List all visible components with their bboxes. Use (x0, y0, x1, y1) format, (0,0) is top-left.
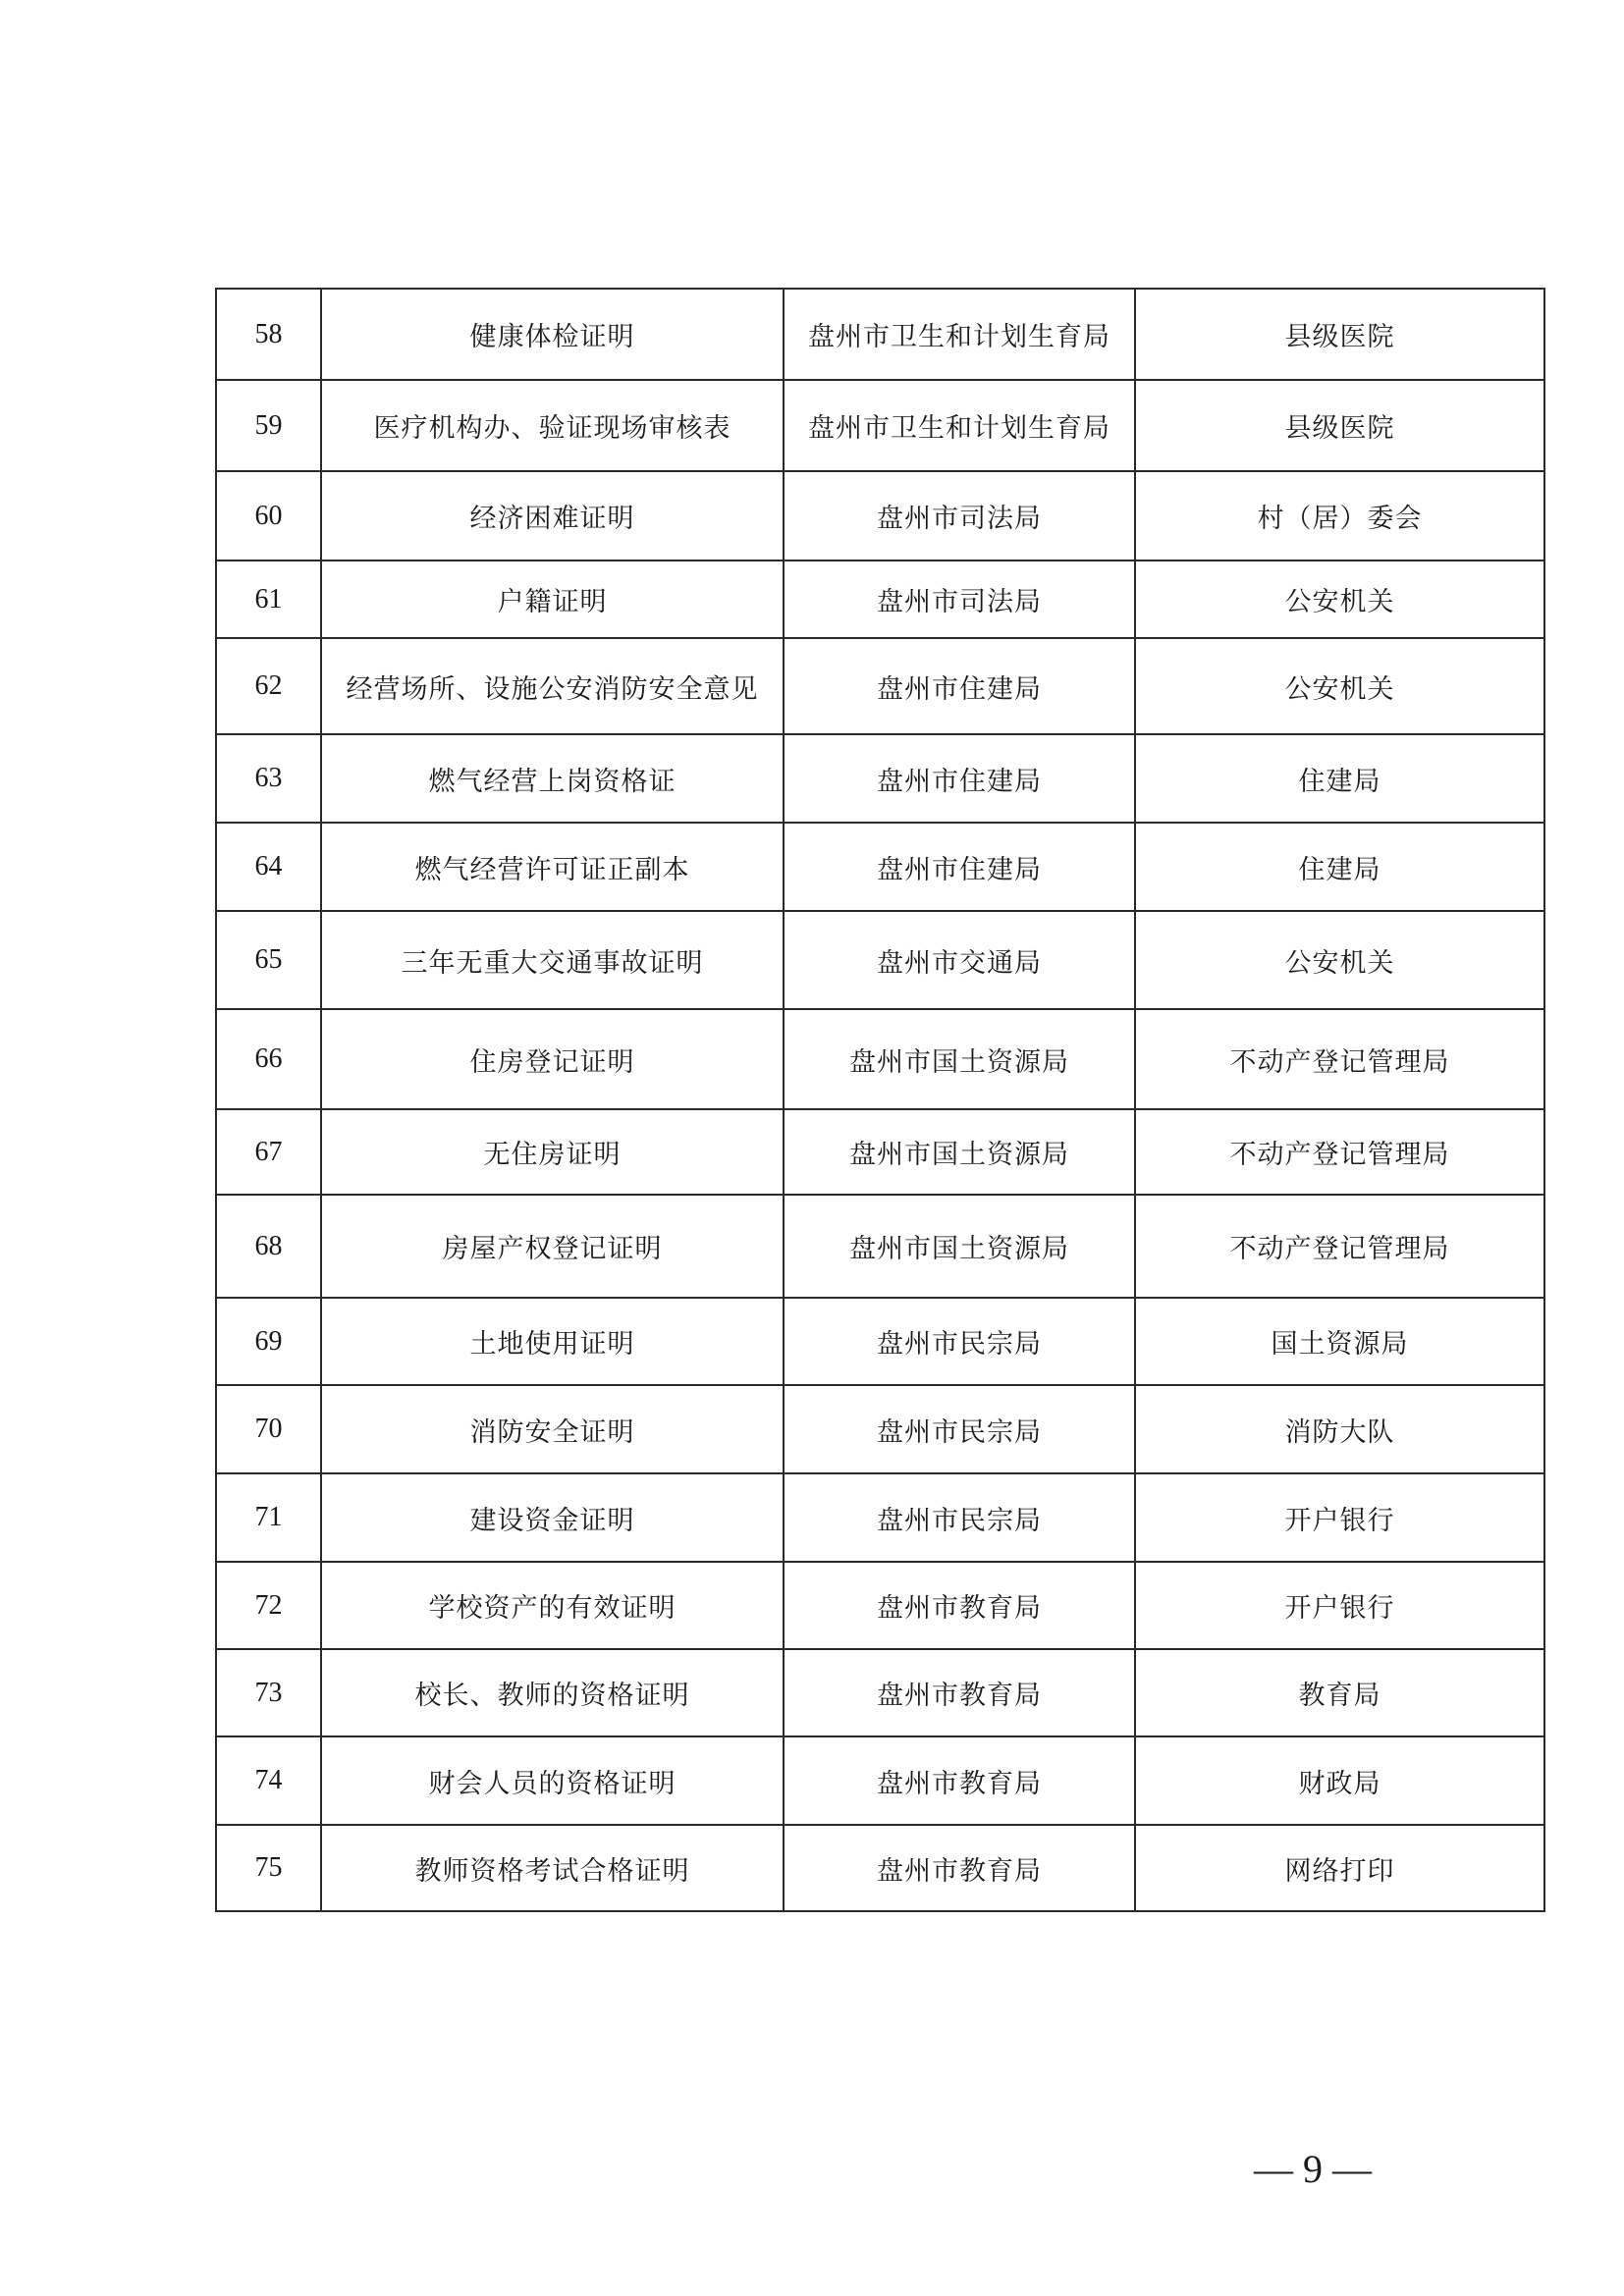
row-number: 67 (216, 1109, 321, 1195)
certificate-name: 燃气经营上岗资格证 (321, 734, 784, 823)
department: 盘州市国土资源局 (784, 1195, 1135, 1298)
certificate-name: 无住房证明 (321, 1109, 784, 1195)
issuing-authority: 县级医院 (1135, 380, 1544, 471)
department: 盘州市卫生和计划生育局 (784, 289, 1135, 380)
row-number: 68 (216, 1195, 321, 1298)
table-row (216, 911, 1544, 1009)
issuing-authority: 村（居）委会 (1135, 471, 1544, 561)
row-number: 61 (216, 561, 321, 638)
department: 盘州市交通局 (784, 911, 1135, 1009)
certificate-name: 学校资产的有效证明 (321, 1562, 784, 1649)
table-body (216, 289, 1544, 1911)
certificate-name: 三年无重大交通事故证明 (321, 911, 784, 1009)
issuing-authority: 不动产登记管理局 (1135, 1109, 1544, 1195)
row-number: 63 (216, 734, 321, 823)
issuing-authority: 住建局 (1135, 734, 1544, 823)
department: 盘州市卫生和计划生育局 (784, 380, 1135, 471)
department: 盘州市住建局 (784, 734, 1135, 823)
table-row (216, 471, 1544, 561)
row-number: 65 (216, 911, 321, 1009)
issuing-authority: 开户银行 (1135, 1562, 1544, 1649)
certificate-name: 校长、教师的资格证明 (321, 1649, 784, 1736)
department: 盘州市民宗局 (784, 1298, 1135, 1385)
certificate-name: 教师资格考试合格证明 (321, 1825, 784, 1911)
row-number: 58 (216, 289, 321, 380)
table-row (216, 1009, 1544, 1109)
department: 盘州市国土资源局 (784, 1009, 1135, 1109)
issuing-authority: 国土资源局 (1135, 1298, 1544, 1385)
issuing-authority: 公安机关 (1135, 911, 1544, 1009)
certificate-name: 经营场所、设施公安消防安全意见 (321, 638, 784, 734)
issuing-authority: 不动产登记管理局 (1135, 1009, 1544, 1109)
issuing-authority: 开户银行 (1135, 1473, 1544, 1562)
department: 盘州市教育局 (784, 1736, 1135, 1825)
certificate-name: 建设资金证明 (321, 1473, 784, 1562)
department: 盘州市住建局 (784, 638, 1135, 734)
certificate-name: 户籍证明 (321, 561, 784, 638)
certificate-name: 经济困难证明 (321, 471, 784, 561)
table-row (216, 1649, 1544, 1736)
certificate-name: 医疗机构办、验证现场审核表 (321, 380, 784, 471)
issuing-authority: 教育局 (1135, 1649, 1544, 1736)
issuing-authority: 公安机关 (1135, 561, 1544, 638)
table-row (216, 734, 1544, 823)
row-number: 72 (216, 1562, 321, 1649)
certificate-name: 住房登记证明 (321, 1009, 784, 1109)
certificate-name: 土地使用证明 (321, 1298, 784, 1385)
row-number: 73 (216, 1649, 321, 1736)
issuing-authority: 住建局 (1135, 823, 1544, 911)
department: 盘州市司法局 (784, 561, 1135, 638)
certificate-name: 健康体检证明 (321, 289, 784, 380)
certificate-name: 燃气经营许可证正副本 (321, 823, 784, 911)
issuing-authority: 网络打印 (1135, 1825, 1544, 1911)
department: 盘州市教育局 (784, 1562, 1135, 1649)
table-row (216, 1298, 1544, 1385)
department: 盘州市民宗局 (784, 1473, 1135, 1562)
department: 盘州市教育局 (784, 1825, 1135, 1911)
department: 盘州市国土资源局 (784, 1109, 1135, 1195)
row-number: 74 (216, 1736, 321, 1825)
certificate-name: 财会人员的资格证明 (321, 1736, 784, 1825)
issuing-authority: 消防大队 (1135, 1385, 1544, 1473)
certificate-name: 房屋产权登记证明 (321, 1195, 784, 1298)
row-number: 69 (216, 1298, 321, 1385)
department: 盘州市民宗局 (784, 1385, 1135, 1473)
issuing-authority: 不动产登记管理局 (1135, 1195, 1544, 1298)
table-row (216, 561, 1544, 638)
department: 盘州市教育局 (784, 1649, 1135, 1736)
row-number: 59 (216, 380, 321, 471)
table-row (216, 1195, 1544, 1298)
table-row (216, 1473, 1544, 1562)
certificate-table (215, 288, 1545, 1912)
table-row (216, 289, 1544, 380)
department: 盘州市司法局 (784, 471, 1135, 561)
table-row (216, 1385, 1544, 1473)
table-row (216, 1109, 1544, 1195)
table-row (216, 1736, 1544, 1825)
row-number: 60 (216, 471, 321, 561)
table-row (216, 1825, 1544, 1911)
page-number: — 9 — (1254, 2147, 1372, 2191)
row-number: 70 (216, 1385, 321, 1473)
table-row (216, 1562, 1544, 1649)
row-number: 64 (216, 823, 321, 911)
table-row (216, 823, 1544, 911)
table-row (216, 638, 1544, 734)
row-number: 71 (216, 1473, 321, 1562)
certificate-name: 消防安全证明 (321, 1385, 784, 1473)
table-row (216, 380, 1544, 471)
row-number: 66 (216, 1009, 321, 1109)
row-number: 62 (216, 638, 321, 734)
issuing-authority: 财政局 (1135, 1736, 1544, 1825)
row-number: 75 (216, 1825, 321, 1911)
issuing-authority: 县级医院 (1135, 289, 1544, 380)
issuing-authority: 公安机关 (1135, 638, 1544, 734)
department: 盘州市住建局 (784, 823, 1135, 911)
